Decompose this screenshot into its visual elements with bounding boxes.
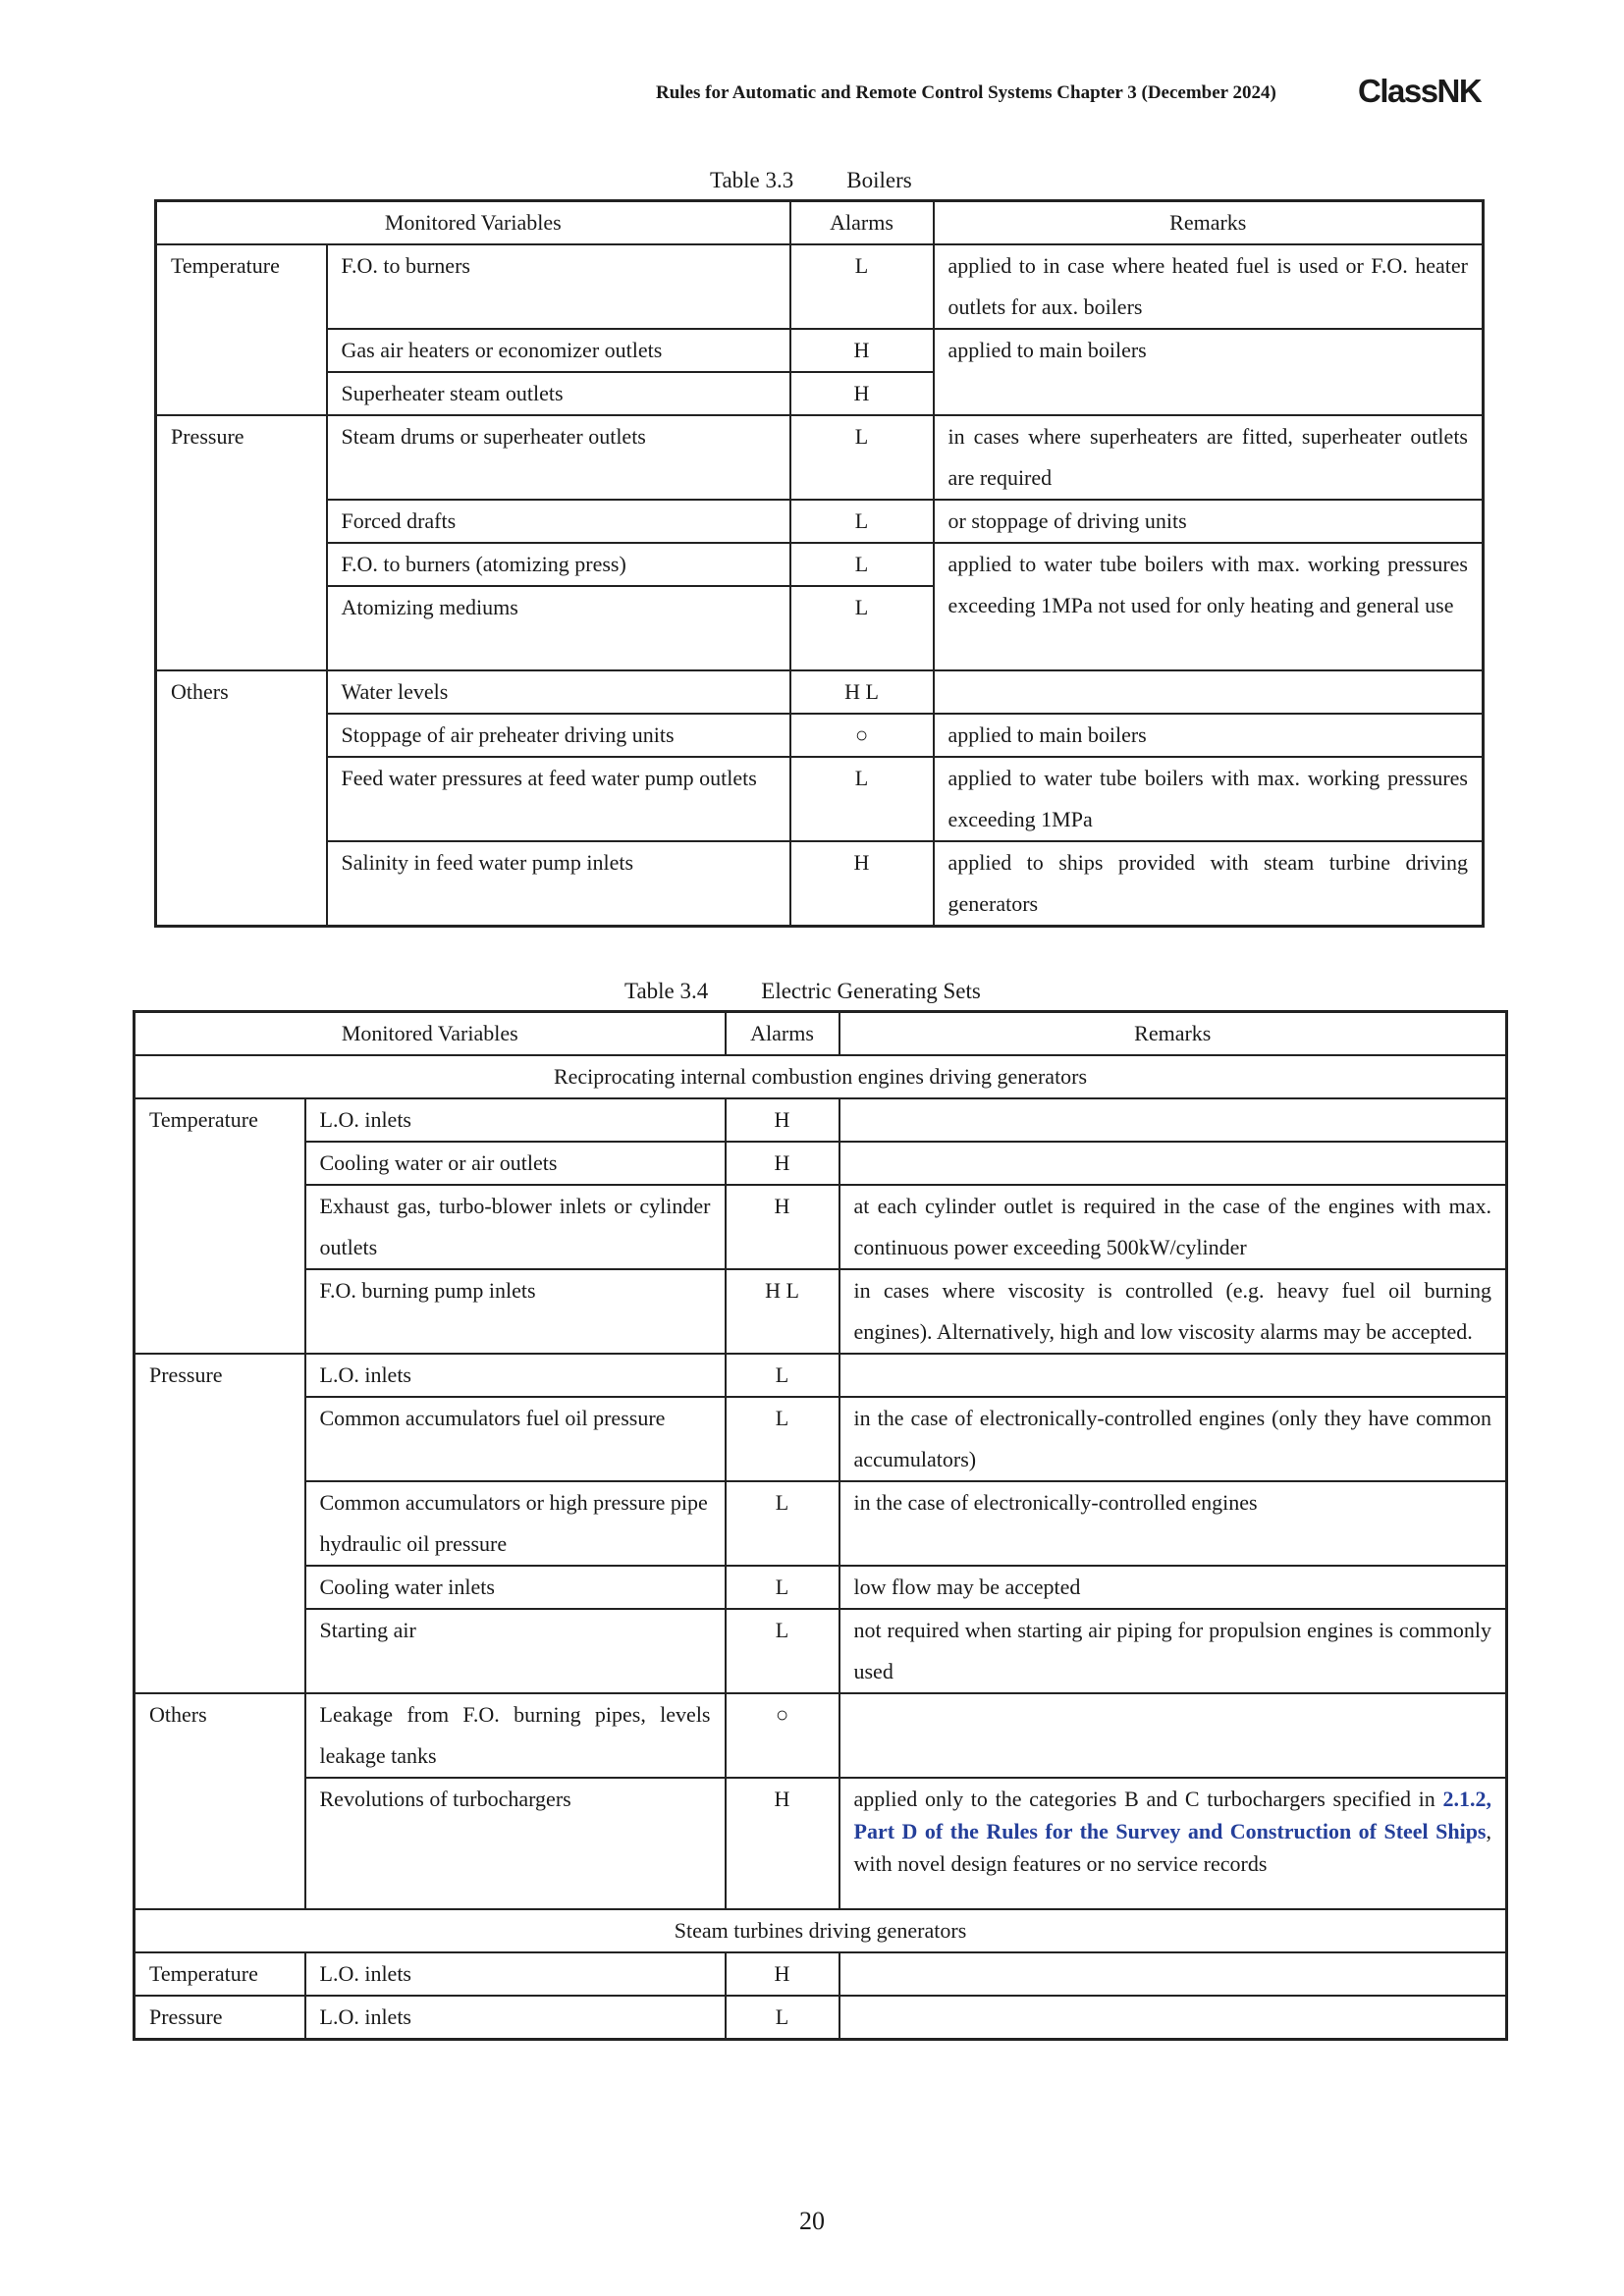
table-row: [135, 1185, 1507, 1269]
table-row: [135, 1693, 1507, 1778]
remark-cell: [839, 1142, 1507, 1185]
group-spacer: [156, 841, 327, 927]
remark-cell: [934, 670, 1484, 714]
section-row: [135, 1055, 1507, 1098]
classnk-logo: ClassNK: [1358, 73, 1482, 109]
group-label-pressure: Pressure: [135, 1996, 305, 2040]
alarm-cell: L: [790, 500, 934, 543]
group-spacer: [135, 1566, 305, 1609]
variable-cell: F.O. to burners: [327, 244, 790, 329]
remark-text: applied only to the categories B and C turbochargers specified in: [853, 1787, 1435, 1811]
table-3-3-number: Table 3.3: [710, 168, 794, 192]
alarm-cell: H L: [726, 1269, 839, 1354]
section-title-steam-turbines: Steam turbines driving generators: [135, 1909, 1507, 1952]
variable-cell: Exhaust gas, turbo-blower inlets or cylinder outlets: [305, 1185, 726, 1269]
table-row: [156, 841, 1484, 927]
variable-cell: Feed water pressures at feed water pump outlets: [327, 757, 790, 841]
remark-cell: not required when starting air piping for propulsion engines is commonly used: [839, 1609, 1507, 1693]
remark-cell: [839, 1996, 1507, 2040]
section-title-reciprocating: Reciprocating internal combustion engines driving generators: [135, 1055, 1507, 1098]
table-row: [135, 1609, 1507, 1693]
table-3-3-caption: [710, 168, 912, 193]
group-spacer: [135, 1778, 305, 1909]
alarm-cell: H L: [790, 670, 934, 714]
table-row: [135, 1142, 1507, 1185]
group-label-temperature: Temperature: [135, 1952, 305, 1996]
group-spacer: [156, 543, 327, 586]
alarm-cell: ○: [726, 1693, 839, 1778]
alarm-cell: L: [726, 1609, 839, 1693]
alarm-cell: ○: [790, 714, 934, 757]
remark-cell: applied to ships provided with steam turbine driving generators: [934, 841, 1484, 927]
group-spacer: [135, 1481, 305, 1566]
table-row: [135, 1269, 1507, 1354]
group-spacer: [135, 1142, 305, 1185]
alarm-cell: L: [790, 586, 934, 670]
table-3-4-electric-generating-sets: [133, 1010, 1508, 2041]
group-spacer: [156, 757, 327, 841]
table-3-4-title: Electric Generating Sets: [761, 979, 981, 1003]
variable-cell: Revolutions of turbochargers: [305, 1778, 726, 1909]
alarm-cell: H: [726, 1098, 839, 1142]
table-row: [156, 543, 1484, 586]
table-row: [135, 1996, 1507, 2040]
alarm-cell: L: [726, 1996, 839, 2040]
alarm-cell: H: [790, 329, 934, 372]
remark-cell: low flow may be accepted: [839, 1566, 1507, 1609]
group-spacer: [156, 586, 327, 670]
alarm-cell: L: [790, 244, 934, 329]
section-row: [135, 1909, 1507, 1952]
alarm-cell: H: [726, 1185, 839, 1269]
alarm-cell: H: [790, 372, 934, 415]
group-label-pressure: Pressure: [135, 1354, 305, 1397]
variable-cell: Gas air heaters or economizer outlets: [327, 329, 790, 372]
variable-cell: Common accumulators fuel oil pressure: [305, 1397, 726, 1481]
remark-cell: at each cylinder outlet is required in the case of the engines with max. continuous power exceeding 500kW/cylinder: [839, 1185, 1507, 1269]
group-spacer: [156, 372, 327, 415]
table-row: [135, 1098, 1507, 1142]
remark-cell: [839, 1778, 1507, 1909]
remark-cell: in cases where superheaters are fitted, superheater outlets are required: [934, 415, 1484, 500]
alarm-cell: H: [726, 1778, 839, 1909]
group-label-temperature: Temperature: [135, 1098, 305, 1142]
col-header-remarks: Remarks: [839, 1012, 1507, 1056]
remark-cell: applied to main boilers: [934, 329, 1484, 372]
alarm-cell: L: [790, 543, 934, 586]
remark-cell: in cases where viscosity is controlled (e.g. heavy fuel oil burning engines). Alternatively, high and low viscosity alarms may be accepted.: [839, 1269, 1507, 1354]
remark-cell: applied to water tube boilers with max. working pressures exceeding 1MPa: [934, 757, 1484, 841]
variable-cell: Forced drafts: [327, 500, 790, 543]
table-row: [156, 714, 1484, 757]
table-row: [156, 670, 1484, 714]
table-3-3-title: Boilers: [846, 168, 912, 192]
table-row: [156, 244, 1484, 329]
table-row: [156, 415, 1484, 500]
table-row: [156, 500, 1484, 543]
group-label-others: Others: [135, 1693, 305, 1778]
remark-cell: [839, 1354, 1507, 1397]
table-row: [135, 1354, 1507, 1397]
table-3-3-boilers: [154, 199, 1485, 928]
remark-cell: [934, 372, 1484, 415]
group-spacer: [156, 714, 327, 757]
alarm-cell: L: [726, 1354, 839, 1397]
table-row: [156, 329, 1484, 372]
variable-cell: L.O. inlets: [305, 1996, 726, 2040]
group-spacer: [135, 1269, 305, 1354]
variable-cell: Stoppage of air preheater driving units: [327, 714, 790, 757]
variable-cell: Cooling water inlets: [305, 1566, 726, 1609]
table-header-row: [135, 1012, 1507, 1056]
remark-cell: [839, 1098, 1507, 1142]
col-header-variables: Monitored Variables: [156, 201, 790, 245]
remark-cell: in the case of electronically-controlled engines: [839, 1481, 1507, 1566]
rule-reference-link[interactable]: 2.1.2, Part D of the Rules for the Survey and Construction of Steel Ships: [853, 1787, 1491, 1843]
remark-cell: [839, 1693, 1507, 1778]
group-spacer: [135, 1397, 305, 1481]
variable-cell: L.O. inlets: [305, 1098, 726, 1142]
table-3-4-number: Table 3.4: [624, 979, 709, 1003]
alarm-cell: L: [790, 415, 934, 500]
col-header-remarks: Remarks: [934, 201, 1484, 245]
alarm-cell: H: [726, 1952, 839, 1996]
table-row: [156, 372, 1484, 415]
group-label-temperature: Temperature: [156, 244, 327, 329]
variable-cell: L.O. inlets: [305, 1354, 726, 1397]
table-row: [135, 1481, 1507, 1566]
variable-cell: Leakage from F.O. burning pipes, levels leakage tanks: [305, 1693, 726, 1778]
table-3-4-caption: [624, 979, 981, 1004]
variable-cell: Common accumulators or high pressure pipe hydraulic oil pressure: [305, 1481, 726, 1566]
alarm-cell: L: [726, 1566, 839, 1609]
col-header-alarms: Alarms: [726, 1012, 839, 1056]
group-spacer: [135, 1609, 305, 1693]
group-spacer: [156, 500, 327, 543]
table-row: [135, 1778, 1507, 1909]
remark-cell: [839, 1952, 1507, 1996]
remark-text: , with novel design features or no service records: [853, 1819, 1491, 1876]
table-row: [156, 757, 1484, 841]
variable-cell: Cooling water or air outlets: [305, 1142, 726, 1185]
remark-cell: in the case of electronically-controlled engines (only they have common accumulators): [839, 1397, 1507, 1481]
group-spacer: [156, 329, 327, 372]
group-label-others: Others: [156, 670, 327, 714]
page-number: 20: [799, 2207, 825, 2235]
alarm-cell: H: [726, 1142, 839, 1185]
alarm-cell: L: [726, 1481, 839, 1566]
remark-cell: applied to main boilers: [934, 714, 1484, 757]
table-row: [135, 1566, 1507, 1609]
variable-cell: F.O. to burners (atomizing press): [327, 543, 790, 586]
variable-cell: Starting air: [305, 1609, 726, 1693]
table-header-row: [156, 201, 1484, 245]
col-header-alarms: Alarms: [790, 201, 934, 245]
table-row: [135, 1952, 1507, 1996]
remark-cell: applied to water tube boilers with max. working pressures exceeding 1MPa not used for only heating and general use: [934, 543, 1484, 670]
variable-cell: Atomizing mediums: [327, 586, 790, 670]
alarm-cell: L: [790, 757, 934, 841]
variable-cell: Salinity in feed water pump inlets: [327, 841, 790, 927]
variable-cell: Water levels: [327, 670, 790, 714]
variable-cell: F.O. burning pump inlets: [305, 1269, 726, 1354]
alarm-cell: H: [790, 841, 934, 927]
alarm-cell: L: [726, 1397, 839, 1481]
running-header: Rules for Automatic and Remote Control Systems Chapter 3 (December 2024): [656, 82, 1276, 103]
group-spacer: [135, 1185, 305, 1269]
col-header-variables: Monitored Variables: [135, 1012, 726, 1056]
variable-cell: L.O. inlets: [305, 1952, 726, 1996]
group-label-pressure: Pressure: [156, 415, 327, 500]
variable-cell: Steam drums or superheater outlets: [327, 415, 790, 500]
table-row: [135, 1397, 1507, 1481]
remark-cell: applied to in case where heated fuel is used or F.O. heater outlets for aux. boilers: [934, 244, 1484, 329]
remark-cell: or stoppage of driving units: [934, 500, 1484, 543]
variable-cell: Superheater steam outlets: [327, 372, 790, 415]
